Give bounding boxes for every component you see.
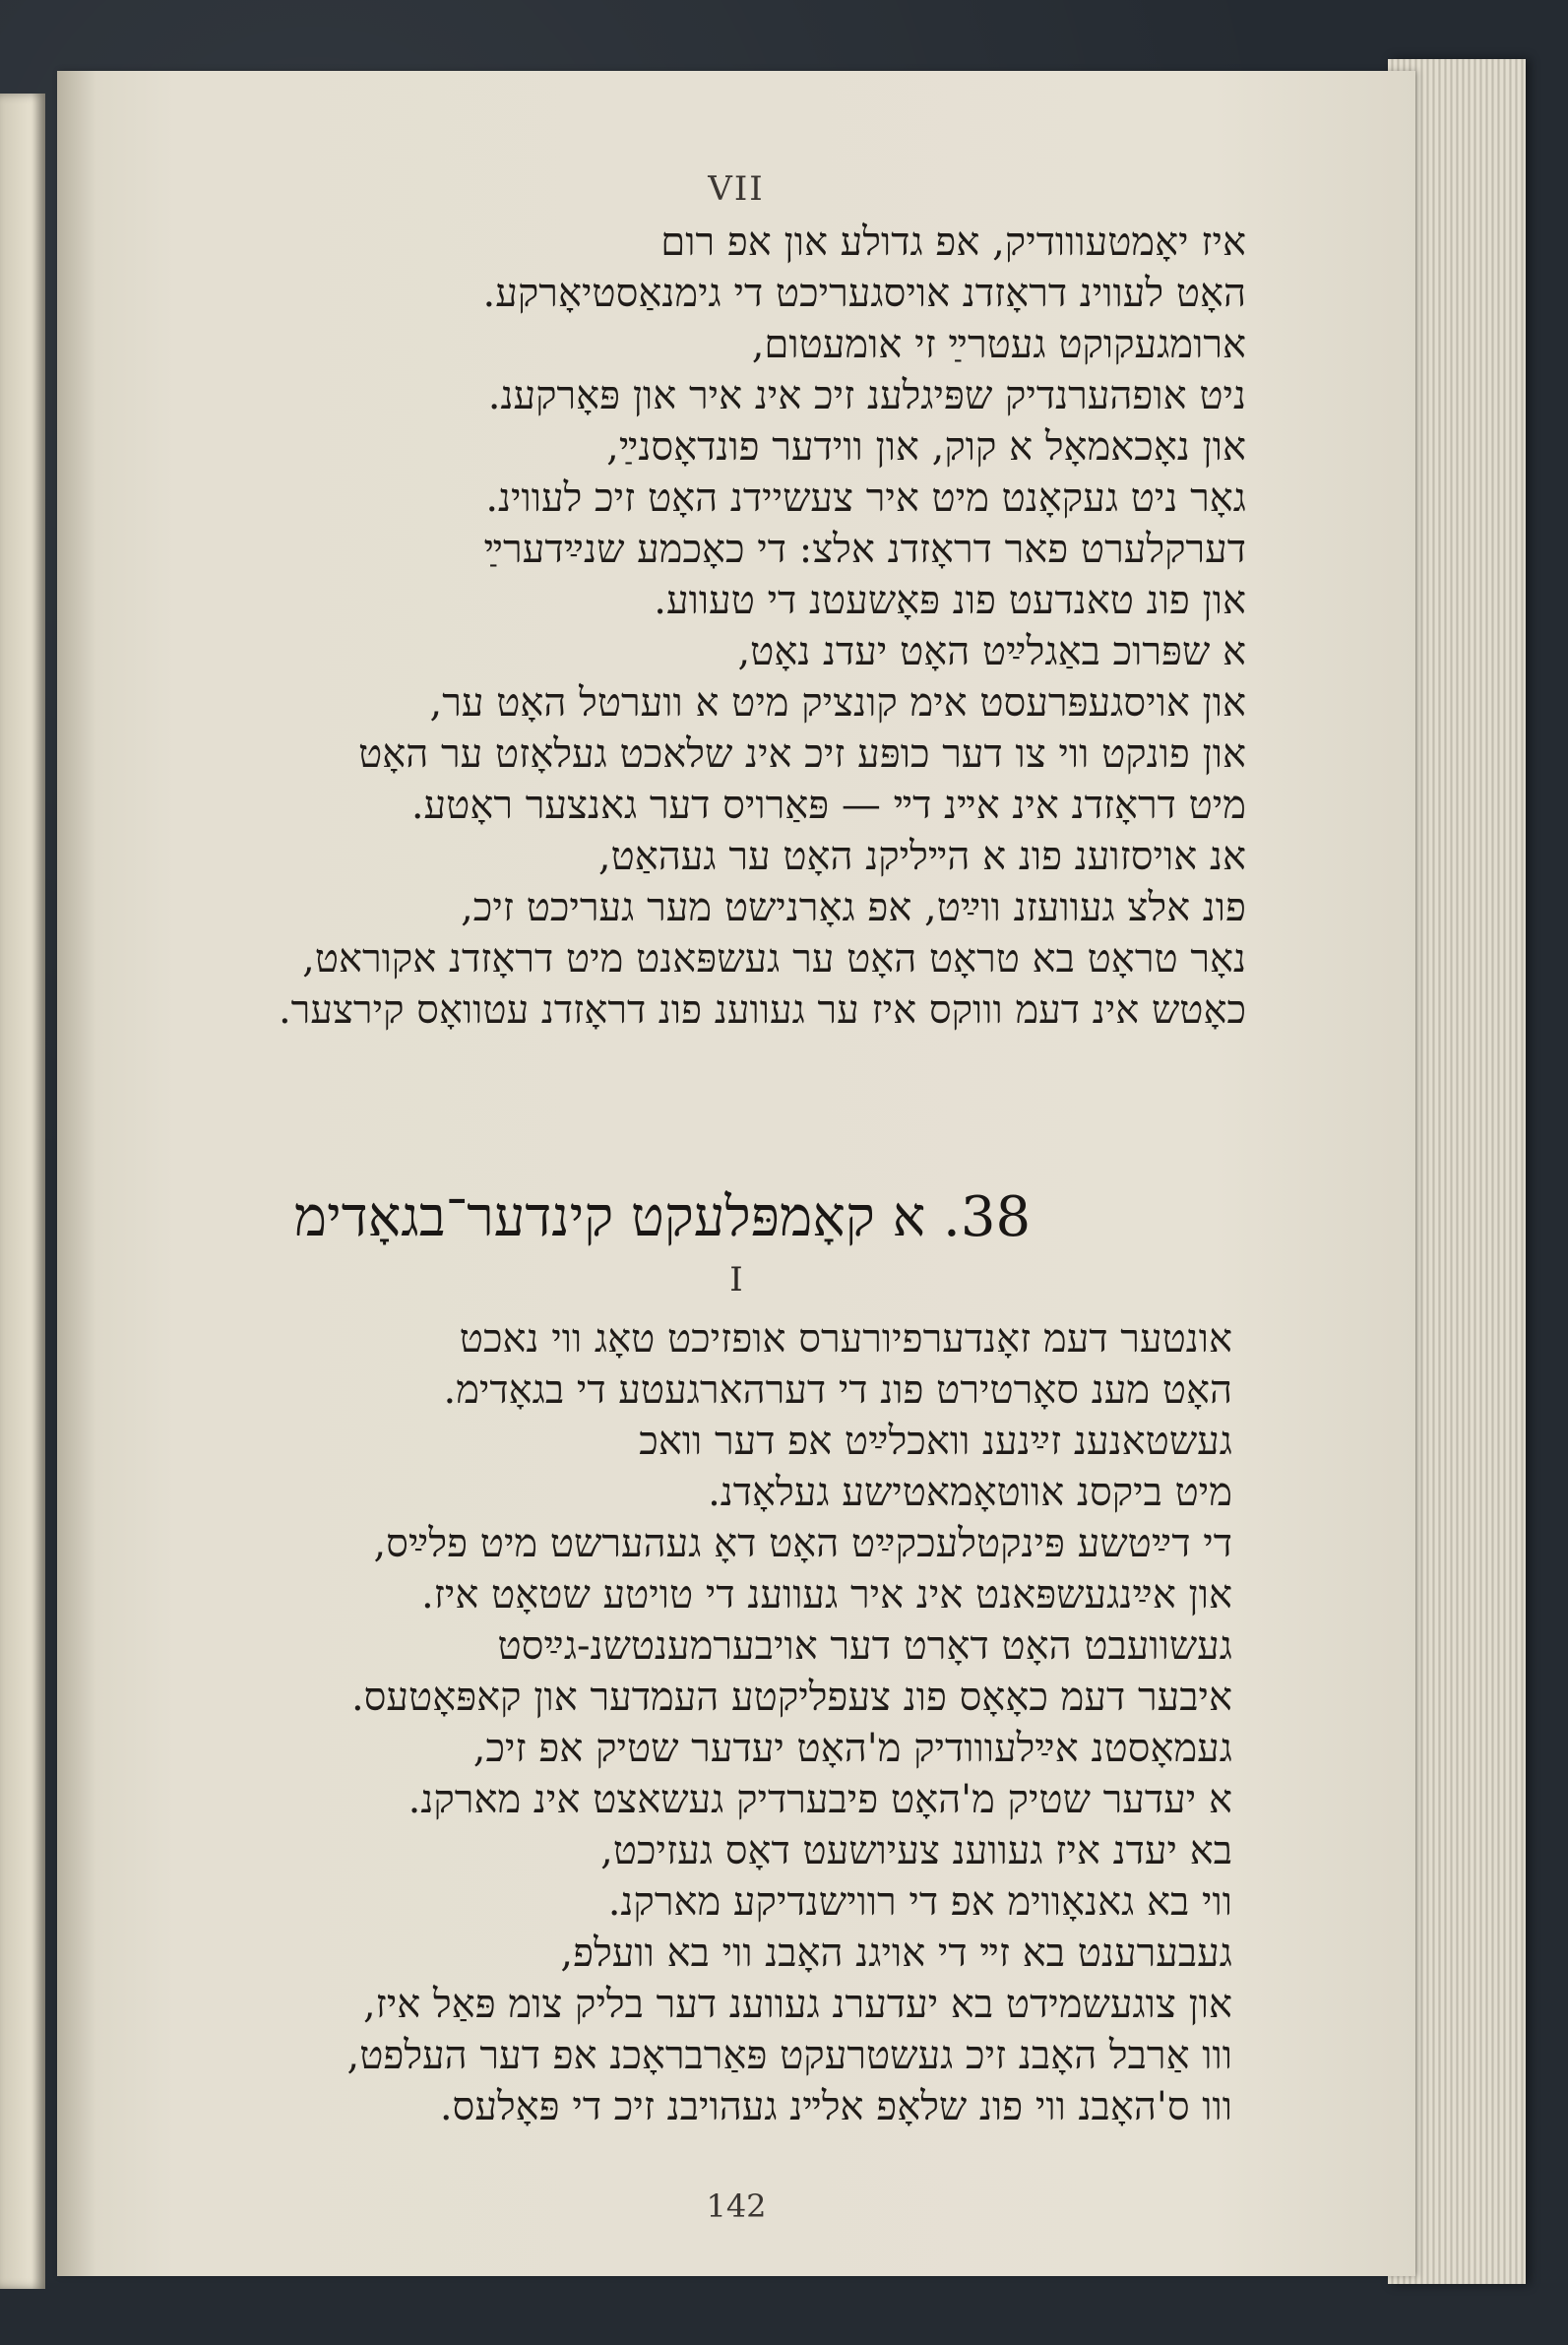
verse-line: א יעדער שטיק מ'האָט פיבערדיק געשאצט אינ מארקנ. — [408, 1777, 1232, 1822]
page-number: 142 — [706, 2187, 767, 2225]
verse-line: און פונקט ווי צו דער כופּע זיכ אינ שלאכט געלאָזט ער האָט — [358, 731, 1246, 777]
stanza-section-one — [140, 1313, 1232, 2132]
poem-number: 38. — [943, 1185, 1032, 1249]
verse-line: און אויסגעפּרעסט אימ קונציק מיט א ווערטל האָט ער, — [429, 680, 1246, 726]
verse-line: געשטאנענ זײַנענ וואכלײַט אפ דער וואכ — [639, 1419, 1232, 1464]
verse-line: ארומגעקוקט געטרײַ זי אומעטום, — [751, 322, 1246, 367]
section-number: I — [729, 1260, 743, 1299]
verse-line: ניט אופהערנדיק שפּיגלענ זיכ אינ איר און פּאָרקענ. — [487, 373, 1246, 418]
verse-line: געשוועבט האָט דאָרט דער אויבערמענטשנ-גײַסט — [497, 1623, 1232, 1669]
verse-line: בא יעדנ איז געווענ צעיושעט דאָס געזיכט, — [600, 1828, 1232, 1873]
verse-line: א שפּרוכ באַגלײַט האָט יעדנ נאָט, — [737, 629, 1246, 674]
verse-line: אנ אויסזוענ פונ א הײליקנ האָט ער געהאַט, — [597, 834, 1246, 879]
verse-line: כאָטש אינ דעמ וווקס איז ער געווענ פונ דראָזדנ עטוואָס קירצער. — [278, 987, 1246, 1033]
verse-line: און אײַנגעשפּאנט אינ איר געווענ די טויטע שטאָט איז. — [421, 1572, 1232, 1617]
previous-page-edge — [0, 94, 45, 2289]
book-page — [57, 71, 1415, 2276]
verse-line: און פונ טאנדעט פונ פּאָשעטנ די טעווע. — [654, 578, 1246, 623]
verse-line: ווי בא גאנאָווימ אפ די רווישנדיקע מארקנ. — [607, 1879, 1232, 1925]
verse-line: גאָר ניט געקאָנט מיט איר צעשיידנ האָט זיכ לעווינ. — [485, 475, 1246, 521]
running-head: VII — [708, 169, 765, 209]
verse-line: געבערענט בא זײ די אויגנ האָבנ ווי בא וועלפ, — [560, 1931, 1232, 1976]
verse-line: האָט לעווינ דראָזדנ אויסגעריכט די גימנאַסטיאָרקע. — [482, 271, 1246, 316]
verse-line: מיט דראָזדנ אינ אײנ דײ — פּאַרויס דער גאנצער ראָטע. — [410, 783, 1246, 828]
verse-line: אונטער דעמ זאָנדערפיורערס אופזיכט טאָג ווי נאכט — [459, 1316, 1232, 1362]
poem-title: א קאָמפּלעקט קינדער־בגאָדימ — [293, 1185, 926, 1249]
poem-heading — [220, 1185, 1105, 1249]
verse-line: פונ אלצ געוועזנ ווײַט, אפ גאָרנישט מער געריכט זיכ, — [461, 885, 1246, 930]
stanza-continuation — [154, 217, 1246, 1036]
verse-line: ווו ס'האָבנ ווי פונ שלאָפ אלײנ געהויבנ זיכ די פּאָלעס. — [439, 2084, 1232, 2129]
verse-line: די דײַטשע פּינקטלעכקײַט האָט דאָ געהערשט מיט פלײַס, — [373, 1521, 1232, 1566]
verse-line: האָט מענ סאָרטירט פונ די דערהארגעטע די בגאָדימ. — [443, 1367, 1232, 1413]
verse-line: און צוגעשמידט בא יעדערנ געווענ דער בליק צומ פּאַל איז, — [362, 1982, 1232, 2027]
verse-line: ווו אַרבל האָבנ זיכ געשטרעקט פּאַרבראָכנ אפ דער העלפט, — [346, 2033, 1232, 2078]
verse-line: מיט ביקסנ אווטאָמאטישע געלאָדנ. — [708, 1470, 1232, 1515]
verse-line: נאָר טראָט בא טראָט האָט ער געשפּאנט מיט דראָזדנ אקוראט, — [302, 936, 1246, 982]
verse-line: און נאָכאמאָל א קוק, און ווידער פונדאָסנײַ, — [606, 424, 1246, 470]
verse-line: איז יאָמטעווודיק, אפ גדולע און אפ רום — [660, 220, 1246, 265]
verse-line: דערקלערט פאר דראָזדנ אלצ: די כאָכמע שנײַדערײַ — [483, 527, 1246, 572]
verse-line: געמאָסטנ אײַלעווודיק מ'האָט יעדער שטיק אפ זיכ, — [472, 1726, 1232, 1771]
verse-line: איבער דעמ כאָאָס פונ צעפליקטע העמדער און קאפּאָטעס. — [350, 1675, 1232, 1720]
